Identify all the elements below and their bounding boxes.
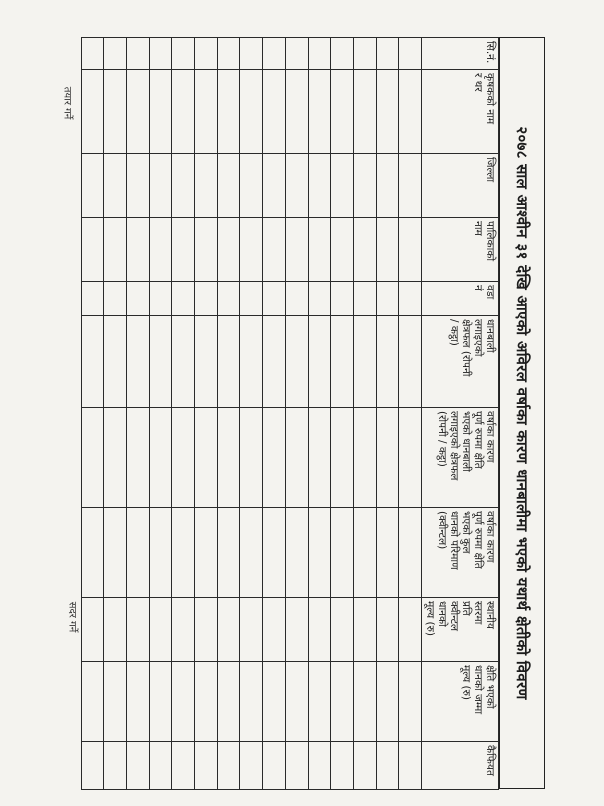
table-row — [127, 38, 150, 790]
table-cell[interactable] — [217, 70, 240, 154]
table-cell[interactable] — [263, 282, 286, 316]
table-cell[interactable] — [81, 316, 104, 408]
table-cell[interactable] — [308, 742, 331, 790]
col-header: जिल्ला — [422, 154, 499, 218]
table-cell[interactable] — [149, 38, 172, 70]
table-cell[interactable] — [353, 598, 376, 662]
table-cell[interactable] — [353, 408, 376, 508]
table-cell[interactable] — [104, 598, 127, 662]
table-row — [308, 38, 331, 790]
table-cell[interactable] — [195, 316, 218, 408]
table-cell[interactable] — [353, 316, 376, 408]
table-cell[interactable] — [331, 282, 354, 316]
table-cell[interactable] — [127, 38, 150, 70]
table-cell[interactable] — [195, 408, 218, 508]
table-cell[interactable] — [104, 154, 127, 218]
table-cell[interactable] — [308, 154, 331, 218]
table-cell[interactable] — [285, 38, 308, 70]
table-cell[interactable] — [149, 508, 172, 598]
table-cell[interactable] — [195, 742, 218, 790]
col-header: कृषकको नाम र थर — [422, 70, 499, 154]
table-cell[interactable] — [263, 508, 286, 598]
table-cell[interactable] — [217, 598, 240, 662]
col-header: वर्षाका कारण पूर्ण रुपमा क्षेति भएको धानबाली लगाइएको क्षेत्रफल (रोपनी / कट्ठा) — [422, 408, 499, 508]
col-header: सि.नं. — [422, 38, 499, 70]
damage-table — [81, 37, 499, 790]
table-cell[interactable] — [217, 38, 240, 70]
table-cell[interactable] — [399, 282, 422, 316]
table-cell[interactable] — [195, 508, 218, 598]
table-cell[interactable] — [308, 408, 331, 508]
table-cell[interactable] — [195, 38, 218, 70]
table-cell[interactable] — [376, 70, 399, 154]
table-row — [240, 38, 263, 790]
table-cell[interactable] — [308, 38, 331, 70]
table-cell[interactable] — [127, 218, 150, 282]
table-cell[interactable] — [285, 154, 308, 218]
table-cell[interactable] — [285, 598, 308, 662]
table-cell[interactable] — [104, 508, 127, 598]
table-cell[interactable] — [172, 154, 195, 218]
table-cell[interactable] — [376, 316, 399, 408]
col-header: धानबाली लगाइएको क्षेत्रफल (रोपनी / कट्ठा) — [422, 316, 499, 408]
table-row — [399, 38, 422, 790]
table-cell[interactable] — [172, 408, 195, 508]
table-cell[interactable] — [263, 154, 286, 218]
table-cell[interactable] — [81, 742, 104, 790]
table-cell[interactable] — [217, 154, 240, 218]
table-cell[interactable] — [81, 662, 104, 742]
table-cell[interactable] — [217, 316, 240, 408]
table-cell[interactable] — [172, 282, 195, 316]
table-cell[interactable] — [149, 218, 172, 282]
form-title: २०७८ साल आश्वीन ३१ देखि आएको अविरल वर्षाका कारण धानबालीमा भएको यथार्थ क्षेतीको विवरण — [499, 37, 545, 789]
col-header: कैफियत — [422, 742, 499, 790]
table-cell[interactable] — [240, 38, 263, 70]
table-row — [331, 38, 354, 790]
table-cell[interactable] — [217, 742, 240, 790]
table-cell[interactable] — [81, 38, 104, 70]
table-cell[interactable] — [263, 38, 286, 70]
table-cell[interactable] — [353, 662, 376, 742]
table-cell[interactable] — [285, 408, 308, 508]
table-cell[interactable] — [81, 218, 104, 282]
table-cell[interactable] — [263, 408, 286, 508]
table-cell[interactable] — [240, 742, 263, 790]
table-cell[interactable] — [149, 408, 172, 508]
table-cell[interactable] — [331, 408, 354, 508]
table-cell[interactable] — [331, 742, 354, 790]
table-cell[interactable] — [376, 508, 399, 598]
table-cell[interactable] — [149, 598, 172, 662]
table-cell[interactable] — [376, 38, 399, 70]
table-cell[interactable] — [376, 218, 399, 282]
table-cell[interactable] — [81, 598, 104, 662]
table-cell[interactable] — [149, 742, 172, 790]
table-cell[interactable] — [172, 218, 195, 282]
table-cell[interactable] — [353, 38, 376, 70]
approved-by-label: सदर गर्ने — [66, 601, 78, 633]
table-cell[interactable] — [172, 316, 195, 408]
col-header: वर्षाका कारण पूर्ण रुपमा क्षेति भएको कुल धानको परिमाण (क्वीन्टल) — [422, 508, 499, 598]
table-cell[interactable] — [127, 154, 150, 218]
table-row — [263, 38, 286, 790]
table-cell[interactable] — [104, 218, 127, 282]
table-cell[interactable] — [308, 662, 331, 742]
table-cell[interactable] — [217, 282, 240, 316]
col-header: पालिकाको नाम — [422, 218, 499, 282]
table-cell[interactable] — [149, 662, 172, 742]
table-cell[interactable] — [331, 154, 354, 218]
table-cell[interactable] — [217, 662, 240, 742]
table-cell[interactable] — [399, 316, 422, 408]
table-cell[interactable] — [285, 662, 308, 742]
table-cell[interactable] — [240, 598, 263, 662]
table-cell[interactable] — [240, 218, 263, 282]
table-cell[interactable] — [263, 70, 286, 154]
table-cell[interactable] — [127, 598, 150, 662]
table-cell[interactable] — [217, 408, 240, 508]
table-cell[interactable] — [240, 408, 263, 508]
table-cell[interactable] — [331, 70, 354, 154]
table-cell[interactable] — [308, 218, 331, 282]
table-cell[interactable] — [104, 70, 127, 154]
table-cell[interactable] — [263, 316, 286, 408]
table-cell[interactable] — [104, 316, 127, 408]
prepared-by-label: तयार गर्ने — [61, 86, 73, 120]
table-cell[interactable] — [376, 598, 399, 662]
table-cell[interactable] — [399, 218, 422, 282]
col-header: क्षेति भएको धानको जम्मा मूल्य (रु) — [422, 662, 499, 742]
table-cell[interactable] — [331, 38, 354, 70]
table-cell[interactable] — [263, 662, 286, 742]
table-cell[interactable] — [399, 38, 422, 70]
table-cell[interactable] — [399, 598, 422, 662]
table-cell[interactable] — [104, 662, 127, 742]
table-cell[interactable] — [172, 662, 195, 742]
table-cell[interactable] — [263, 218, 286, 282]
table-cell[interactable] — [81, 408, 104, 508]
table-cell[interactable] — [308, 282, 331, 316]
table-cell[interactable] — [399, 662, 422, 742]
table-row — [217, 38, 240, 790]
table-cell[interactable] — [285, 508, 308, 598]
table-cell[interactable] — [217, 218, 240, 282]
table-row — [104, 38, 127, 790]
table-cell[interactable] — [353, 282, 376, 316]
table-cell[interactable] — [308, 316, 331, 408]
table-cell[interactable] — [331, 662, 354, 742]
table-cell[interactable] — [195, 282, 218, 316]
col-header: वडा नं — [422, 282, 499, 316]
table-cell[interactable] — [331, 218, 354, 282]
col-header: स्थानीय स्तरमा प्रति क्वीन्टल धानको मूल्य (रु) — [422, 598, 499, 662]
table-cell[interactable] — [127, 408, 150, 508]
table-cell[interactable] — [81, 154, 104, 218]
table-row — [285, 38, 308, 790]
table-cell[interactable] — [195, 662, 218, 742]
table-cell[interactable] — [285, 218, 308, 282]
table-row — [353, 38, 376, 790]
table-cell[interactable] — [172, 70, 195, 154]
table-cell[interactable] — [81, 508, 104, 598]
table-cell[interactable] — [127, 508, 150, 598]
table-cell[interactable] — [308, 70, 331, 154]
table-cell[interactable] — [240, 508, 263, 598]
table-cell[interactable] — [353, 70, 376, 154]
table-row — [195, 38, 218, 790]
table-cell[interactable] — [308, 598, 331, 662]
table-cell[interactable] — [331, 508, 354, 598]
table-cell[interactable] — [240, 662, 263, 742]
table-cell[interactable] — [376, 408, 399, 508]
table-cell[interactable] — [149, 282, 172, 316]
table-cell[interactable] — [172, 508, 195, 598]
table-cell[interactable] — [399, 154, 422, 218]
table-cell[interactable] — [127, 70, 150, 154]
table-cell[interactable] — [240, 70, 263, 154]
header-row — [422, 38, 499, 790]
table-cell[interactable] — [127, 316, 150, 408]
table-cell[interactable] — [376, 662, 399, 742]
table-cell[interactable] — [149, 316, 172, 408]
table-cell[interactable] — [240, 282, 263, 316]
table-cell[interactable] — [127, 662, 150, 742]
table-cell[interactable] — [399, 408, 422, 508]
table-cell[interactable] — [353, 154, 376, 218]
table-cell[interactable] — [376, 742, 399, 790]
table-cell[interactable] — [172, 598, 195, 662]
table-cell[interactable] — [81, 70, 104, 154]
table-cell[interactable] — [81, 282, 104, 316]
table-cell[interactable] — [149, 70, 172, 154]
table-cell[interactable] — [149, 154, 172, 218]
table-cell[interactable] — [195, 70, 218, 154]
table-cell[interactable] — [285, 70, 308, 154]
table-row — [376, 38, 399, 790]
table-cell[interactable] — [104, 282, 127, 316]
table-cell[interactable] — [285, 282, 308, 316]
table-cell[interactable] — [399, 742, 422, 790]
table-cell[interactable] — [399, 508, 422, 598]
table-cell[interactable] — [263, 742, 286, 790]
table-row — [149, 38, 172, 790]
table-cell[interactable] — [195, 218, 218, 282]
damage-report-form — [103, 37, 545, 789]
table-cell[interactable] — [240, 154, 263, 218]
table-cell[interactable] — [127, 282, 150, 316]
table-cell[interactable] — [399, 70, 422, 154]
table-cell[interactable] — [104, 38, 127, 70]
table-row — [81, 38, 104, 790]
table-cell[interactable] — [285, 316, 308, 408]
table-row — [172, 38, 195, 790]
table-cell[interactable] — [331, 316, 354, 408]
table-cell[interactable] — [104, 408, 127, 508]
table-cell[interactable] — [376, 282, 399, 316]
table-cell[interactable] — [353, 508, 376, 598]
table-cell[interactable] — [353, 742, 376, 790]
table-cell[interactable] — [195, 154, 218, 218]
table-cell[interactable] — [240, 316, 263, 408]
table-cell[interactable] — [172, 38, 195, 70]
table-cell[interactable] — [104, 742, 127, 790]
table-cell[interactable] — [353, 218, 376, 282]
table-cell[interactable] — [308, 508, 331, 598]
table-cell[interactable] — [331, 598, 354, 662]
table-cell[interactable] — [217, 508, 240, 598]
table-cell[interactable] — [195, 598, 218, 662]
table-cell[interactable] — [376, 154, 399, 218]
table-cell[interactable] — [172, 742, 195, 790]
table-cell[interactable] — [127, 742, 150, 790]
table-cell[interactable] — [285, 742, 308, 790]
table-cell[interactable] — [263, 598, 286, 662]
